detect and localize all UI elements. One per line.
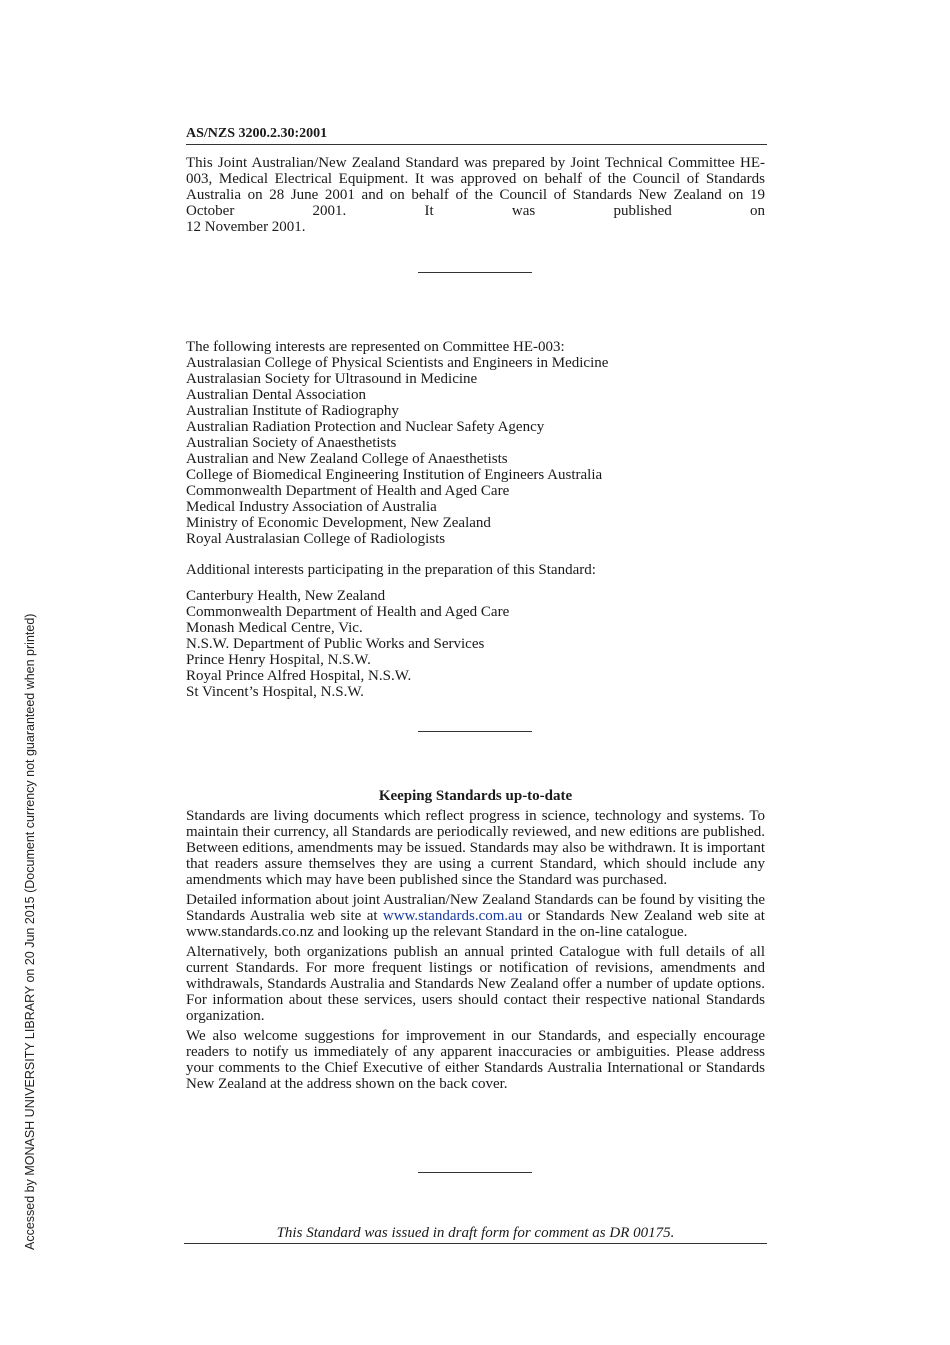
list-item: Australian Radiation Protection and Nuclear Safety Agency [186, 419, 545, 435]
additional-member-list [186, 588, 765, 700]
list-item: Commonwealth Department of Health and Aged Care [186, 604, 510, 620]
additional-heading: Additional interests participating in the preparation of this Standard: [186, 562, 596, 578]
keeping-paragraph-4: We also welcome suggestions for improvement in our Standards, and especially encourage readers to notify us immediately of any apparent inaccuracies or ambiguities. Please address your comments to the Chief Executive of either Standards Australia International or Standards New Zealand at the address shown on the back cover. [186, 1028, 765, 1092]
intro-publish-date: 12 November 2001. [186, 219, 306, 235]
access-watermark: Accessed by MONASH UNIVERSITY LIBRARY on 20 Jun 2015 (Document currency not guaranteed when printed) [23, 613, 37, 1250]
keeping-paragraph-3: Alternatively, both organizations publish an annual printed Catalogue with full details of all current Standards. For more frequent listings or notification of revisions, amendments and withdrawals, Standards Australia and Standards New Zealand offer a number of update options. For information about these services, users should contact their respective national Standards organization. [186, 944, 765, 1024]
committee-section [186, 339, 765, 547]
list-item: Australasian Society for Ultrasound in Medicine [186, 371, 478, 387]
list-item: Australasian College of Physical Scientists and Engineers in Medicine [186, 355, 609, 371]
list-item: Australian Institute of Radiography [186, 403, 399, 419]
committee-member-list [186, 355, 765, 547]
keeping-paragraph-2-end: or Standards New Zealand web site at www.standards.co.nz and looking up the relevant Standard in the on-line catalogue. [186, 908, 765, 940]
list-item: Royal Australasian College of Radiologists [186, 531, 446, 547]
section-divider [418, 731, 532, 732]
keeping-standards-body [186, 808, 765, 1092]
list-item: Medical Industry Association of Australia [186, 499, 437, 515]
keeping-standards-title: Keeping Standards up-to-date [378, 788, 573, 804]
keeping-paragraph-2-start: Detailed information about joint Australian/New Zealand Standards can be found by visiting the Standards Australia web site at [186, 892, 765, 924]
intro-paragraph: This Joint Australian/New Zealand Standard was prepared by Joint Technical Committee HE-003, Medical Electrical Equipment. It was approved on behalf of the Council of Standards Australia on 28 June 2001 and on behalf of the Council of Standards New Zealand on 19 October 2001. It was published on [186, 155, 765, 219]
draft-comment-footer: This Standard was issued in draft form for comment as DR 00175. [184, 1224, 767, 1244]
section-divider [418, 1172, 532, 1173]
list-item: Prince Henry Hospital, N.S.W. [186, 652, 371, 668]
section-divider [418, 272, 532, 273]
list-item: Canterbury Health, New Zealand [186, 588, 386, 604]
list-item: Australian Dental Association [186, 387, 366, 403]
additional-interests-section [186, 562, 765, 700]
list-item: Monash Medical Centre, Vic. [186, 620, 363, 636]
intro-block [186, 155, 765, 235]
standard-code-header: AS/NZS 3200.2.30:2001 [186, 125, 767, 145]
list-item: Australian Society of Anaesthetists [186, 435, 397, 451]
keeping-paragraph-2 [186, 892, 765, 940]
keeping-paragraph-1: Standards are living documents which reflect progress in science, technology and systems. To maintain their currency, all Standards are periodically reviewed, and new editions are published. Between editions, amendments may be issued. Standards may also be withdrawn. It is important that readers assure themselves they are using a current Standard, which should include any amendments which may have been published since the Standard was purchased. [186, 808, 765, 888]
list-item: St Vincent’s Hospital, N.S.W. [186, 684, 364, 700]
list-item: College of Biomedical Engineering Institution of Engineers Australia [186, 467, 603, 483]
list-item: Ministry of Economic Development, New Zealand [186, 515, 491, 531]
committee-heading: The following interests are represented on Committee HE-003: [186, 339, 565, 355]
list-item: Royal Prince Alfred Hospital, N.S.W. [186, 668, 412, 684]
standards-australia-link[interactable]: www.standards.com.au [382, 908, 523, 924]
list-item: N.S.W. Department of Public Works and Services [186, 636, 485, 652]
list-item: Commonwealth Department of Health and Aged Care [186, 483, 510, 499]
list-item: Australian and New Zealand College of Anaesthetists [186, 451, 508, 467]
